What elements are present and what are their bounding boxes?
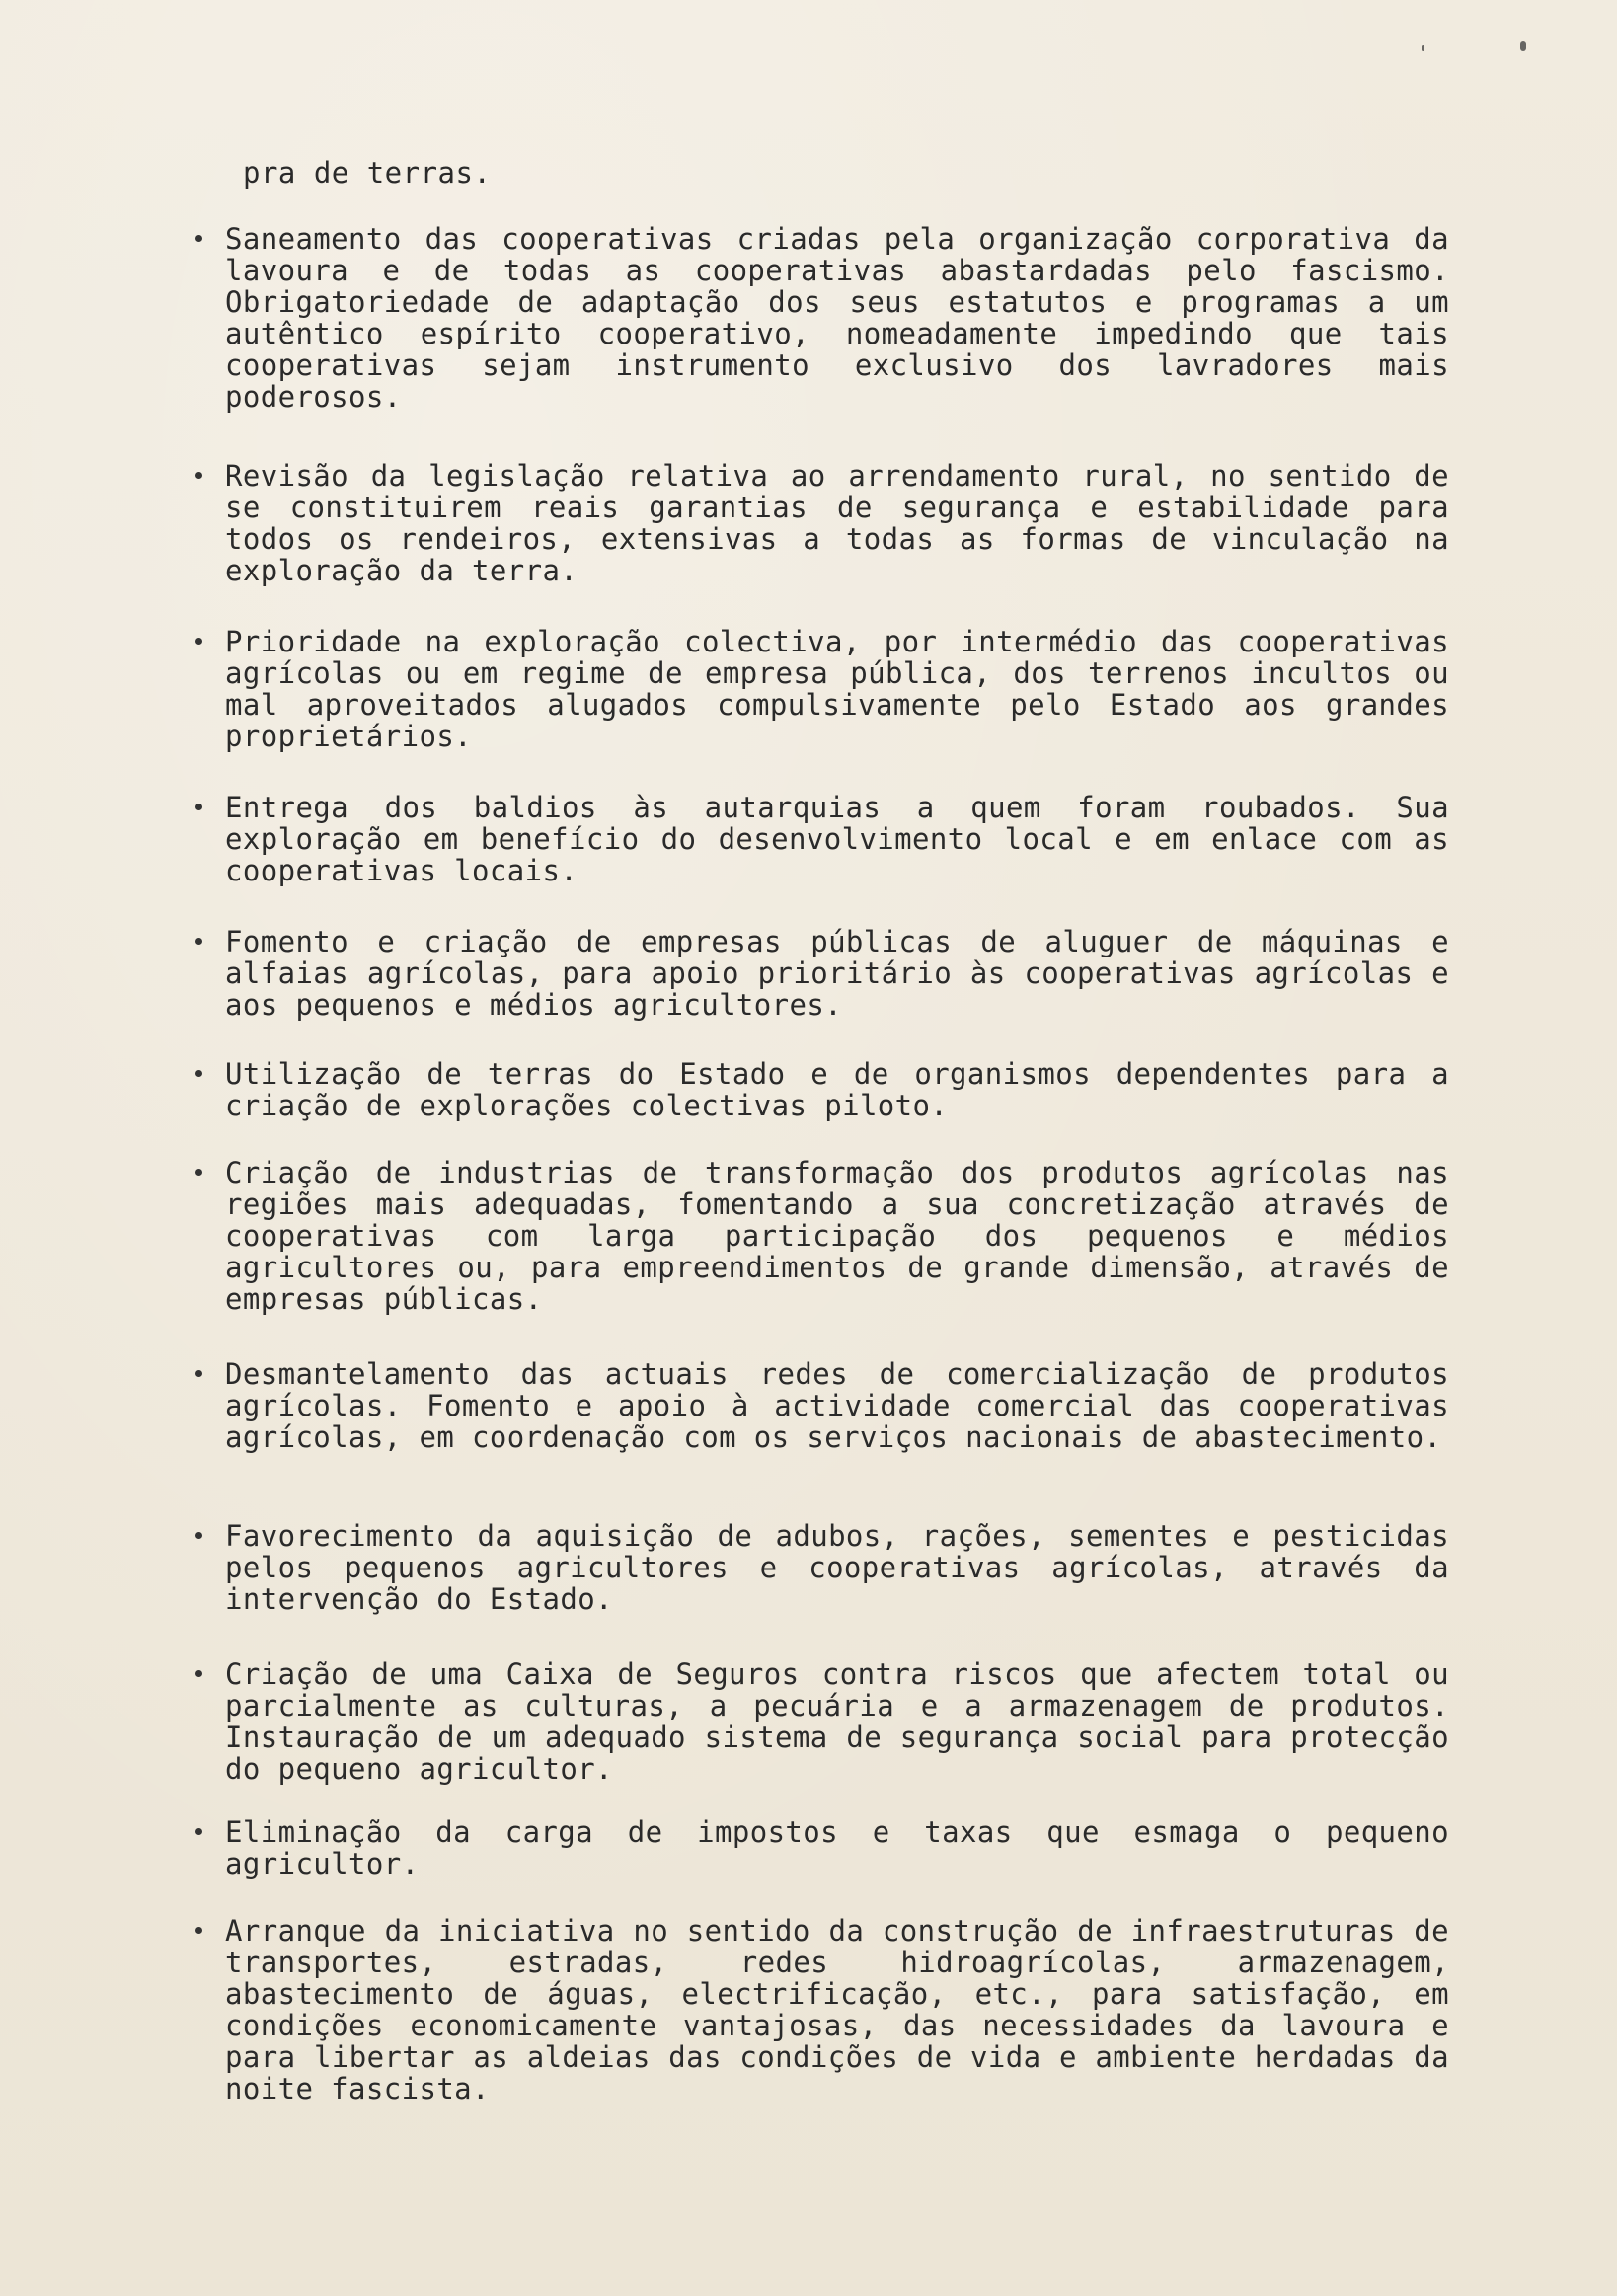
bullet-icon bbox=[195, 235, 202, 242]
intro-fragment: pra de terras. bbox=[243, 156, 492, 190]
bullet-icon bbox=[195, 1070, 202, 1077]
list-item-text: Favorecimento da aquisição de adubos, rações, sementes e pesticidas pelos pequenos agricultores e cooperativas agrícolas, através da intervenção do Estado. bbox=[225, 1519, 1449, 1616]
bullet-icon bbox=[195, 1532, 202, 1539]
list-item-text: Revisão da legislação relativa ao arrendamento rural, no sentido de se constituirem reais garantias de segurança e estabilidade para todos os rendeiros, extensivas a todas as formas de vinculação na exploração da terra. bbox=[225, 459, 1449, 587]
bullet-icon bbox=[195, 638, 202, 645]
bullet-icon bbox=[195, 1670, 202, 1677]
list-item-text: Saneamento das cooperativas criadas pela organização corporativa da lavoura e de todas as cooperativas abastardadas pelo fascismo. Obrigatoriedade de adaptação dos seus estatutos e programas a um autêntico espírito cooperativo, nomeadamente impedindo que tais cooperativas sejam instrumento exclusivo dos lavradores mais poderosos. bbox=[225, 222, 1449, 414]
list-item-text: Utilização de terras do Estado e de organismos dependentes para a criação de explorações colectivas piloto. bbox=[225, 1057, 1449, 1122]
bullet-icon bbox=[195, 938, 202, 945]
list-item-text: Criação de uma Caixa de Seguros contra riscos que afectem total ou parcialmente as culturas, a pecuária e a armazenagem de produtos. Instauração de um adequado sistema de segurança social para protecção do pequeno agricultor. bbox=[225, 1657, 1449, 1786]
list-item-text: Desmantelamento das actuais redes de comercialização de produtos agrícolas. Fomento e apoio à actividade comercial das cooperativas agrícolas, em coordenação com os serviços nacionais de abastecimento. bbox=[225, 1357, 1449, 1454]
bullet-icon bbox=[195, 472, 202, 479]
bullet-icon bbox=[195, 1828, 202, 1835]
list-item-text: Criação de industrias de transformação dos produtos agrícolas nas regiões mais adequadas, fomentando a sua concretização através de cooperativas com larga participação dos pequenos e médios agricultores ou, para empreendimentos de grande dimensão, através de empresas públicas. bbox=[225, 1156, 1449, 1316]
bullet-icon bbox=[195, 1370, 202, 1377]
list-item-text: Eliminação da carga de impostos e taxas que esmaga o pequeno agricultor. bbox=[225, 1815, 1449, 1880]
bullet-icon bbox=[195, 804, 202, 810]
list-item-text: Fomento e criação de empresas públicas de aluguer de máquinas e alfaias agrícolas, para apoio prioritário às cooperativas agrícolas e aos pequenos e médios agricultores. bbox=[225, 925, 1449, 1022]
list-item-text: Prioridade na exploração colectiva, por intermédio das cooperativas agrícolas ou em regime de empresa pública, dos terrenos incultos ou mal aproveitados alugados compulsivamente pelo Estado aos grandes proprietários. bbox=[225, 625, 1449, 753]
list-item-text: Entrega dos baldios às autarquias a quem foram roubados. Sua exploração em benefício do desenvolvimento local e em enlace com as cooperativas locais. bbox=[225, 791, 1449, 887]
list-item-text: Arranque da iniciativa no sentido da construção de infraestruturas de transportes, estradas, redes hidroagrícolas, armazenagem, abastecimento de águas, electrificação, etc., para satisfação, em condições economicamente vantajosas, das necessidades da lavoura e para libertar as aldeias das condições de vida e ambiente herdadas da noite fascista. bbox=[225, 1914, 1449, 2105]
punch-mark bbox=[1422, 45, 1424, 51]
bullet-icon bbox=[195, 1927, 202, 1934]
punch-mark bbox=[1520, 41, 1526, 51]
bullet-icon bbox=[195, 1169, 202, 1176]
